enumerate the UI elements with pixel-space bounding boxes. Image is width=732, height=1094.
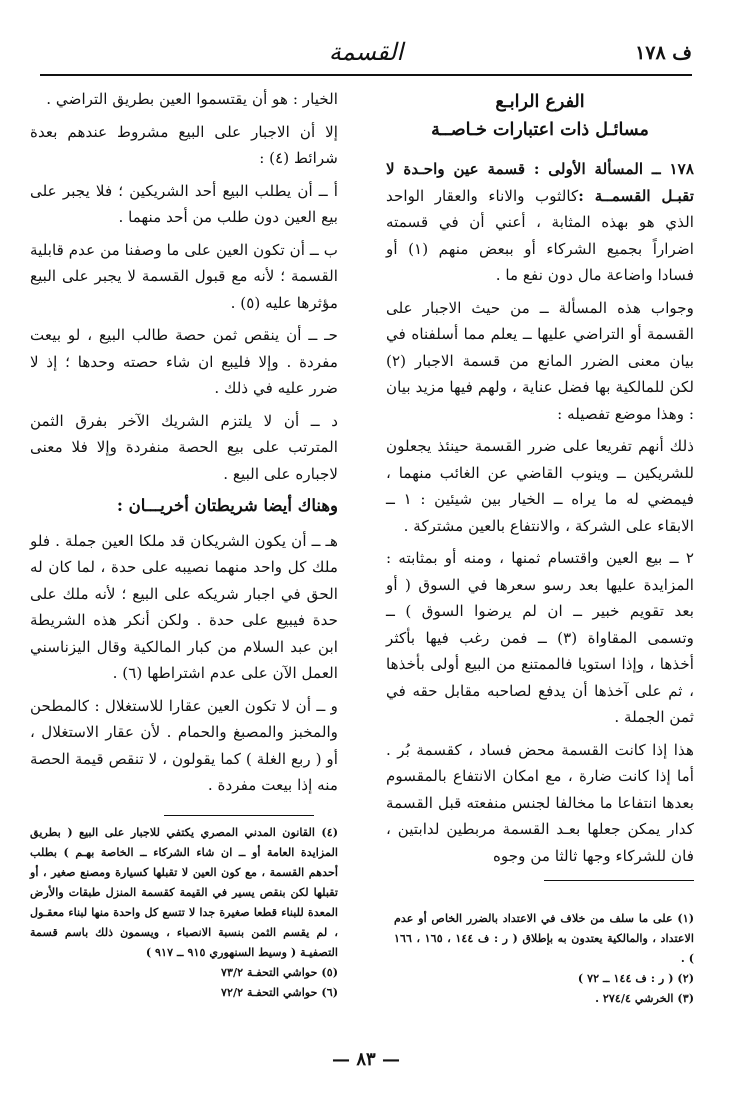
issue-heading: ۱۷۸ ــ المسألة الأولى : قسمة عين واحـدة لا تقبـل القسمــة : [386,160,694,205]
left-footnotes [30,822,338,1002]
footnote-divider [164,815,314,816]
paragraph: وجواب هذه المسألة ــ من حيث الاجبار على القسمة أو التراضي عليها ــ يعلم مما أسلفناه في بيان معنى الضرر المانع من قسمة الاجبار (۲) لكن للمالكية بها فضل عناية ، ولهم فيها مزيد بيان : وهذا موضع تفصيله : [386,298,694,423]
paragraph: هذا إذا كانت القسمة محض فساد ، كقسمة بُر . أما إذا كانت ضارة ، مع امكان الانتفاع بالمقسوم بعدها انتفاعا ما مخالفا لجنس منفعته قبل القسمة كدار يمكن جعلها بعـد القسمة مربطين لدابتين ، فان للشركاء وجها ثالثا من وجوه [386,740,694,865]
paragraph: ۲ ــ بيع العين واقتسام ثمنها ، ومنه أو بمثابته : المزايدة عليها بعد رسو سعرها في السوق ( أو بعد تقويم خبير ــ ان لم يرضوا السوق ) ــ وتسمى المقاواة (۳) ــ فمن رغب فيها بأكثر أخذها ، وإذا استويا فالممتنع من البيع أولى بأخذها ، ثم على آخذها أن يدفع لصاحبه مقابل حقه في ثمن الجملة . [386,549,694,726]
paragraph: و ــ أن لا تكون العين عقارا للاستغلال : كالمطحن والمخبز والمصبغ والحمام . لأن عقار الاستغلال ، أو ( ربع الغلة ) كما يقولون ، لا تنقص قيمة الحصة منه إذا بيعت مفردة . [30,696,338,794]
paragraph: هـ ــ أن يكون الشريكان قد ملكا العين جملة . فلو ملك كل واحد منهما نصيبه على حدة ، لما كان له الحق في اجبار شريكه على البيع ؛ لأنه ملك على حدة فيبيع على حدة . ولكن أنكر هذه الشريطة ابن عبد السلام من كبار المالكية وقال اليزناسني العمل الآن على عدم اشتراطها (٦) . [30,531,338,682]
branch-subtitle: مسائـل ذات اعتبارات خـاصــة [431,120,649,140]
footnote: (٥) حواشي التحفـة ۷۳/۲ [221,965,338,979]
right-column [386,86,694,875]
paragraph: د ــ أن لا يلتزم الشريك الآخر بفرق الثمن المترتب على بيع الحصة منفردة وإلا فلا معنى لاجباره على البيع . [30,411,338,483]
paragraph: ذلك أنهم تفريعا على ضرر القسمة حينئذ يجعلون للشريكين ــ وينوب القاضي عن الغائب منهما ، فيمضي له ما يراه ــ الخيار بين شيئين : ۱ ــ الابقاء على الشركة ، والانتفاع بالعين مشتركة . [386,437,694,535]
paragraph: أ ــ أن يطلب البيع أحد الشريكين ؛ فلا يجبر على بيع العين دون طلب من أحد منهما . [30,181,338,226]
paragraph: إلا أن الاجبار على البيع مشروط عندهم بعدة شرائط (٤) : [30,122,338,167]
section-reference: ف ۱۷۸ [635,42,692,64]
footnote: (٤) القانون المدني المصري يكتفي للاجبار على البيع ( بطريق المزايدة العامة أو ــ ان شاء الشركاء ــ الخاصة بهـم ) بطلب أحدهم القسمة ، مع كون العين لا تقبلها كسيارة ومصنع صغير ، أو تقبلها لكن بنقص يسير في القيمة كقسمة المنزل طبقات والأرض المعدة للبناء قطعا صغيرة جدا لا تتسع كل واحدة منها لبناء معقـول ، لم يقسم الثمن بنسبة الانصباء ، ويسمون ذلك باسم قسمة التصفيـة ( وسيط السنهوري ۹۱٥ ــ ۹۱۷ ) [30,825,338,959]
subheading: وهناك أيضا شريطتان أخريـــان : [116,496,338,515]
header-divider [40,74,692,76]
paragraph [386,156,694,289]
running-title: القسمة [328,38,404,66]
footnote: (٦) حواشي التحفـة ۷۲/۲ [221,985,338,999]
footnote: (۱) على ما سلف من خلاف في الاعتداد بالضرر الخاص أو عدم الاعتداد ، والمالكية يعتدون به بإطلاق ( ر : ف ۱٤٤ ، ۱٦٥ ، ۱٦٦ ) . [394,911,695,965]
paragraph-text: كالثوب والاناء والعقار الواحد الذي هو بهذه المثابة ، أعني أن في قسمته اضراراً بجميع الشركاء أو ببعض منهم (۱) أو فسادا واضاعة مال دون نفع ما . [386,186,694,284]
footnote: (۲) ( ر : ف ۱٤٤ ــ ۷۲ ) [577,971,694,985]
page-header [40,38,692,78]
footnote-divider [544,880,694,881]
paragraph: الخيار : هو أن يقتسموا العين بطريق التراضي . [46,90,338,108]
right-footnotes [394,908,694,1008]
footnote: (۳) الخرشي ۲۷٤/٤ . [595,991,694,1005]
left-column [30,86,338,805]
paragraph: حـ ــ أن ينقص ثمن حصة طالب البيع ، لو بيعت مفردة . وإلا فليبع ان شاء حصته وحدها ؛ إذ لا ضرر عليه في ذلك . [30,326,338,397]
paragraph: ب ــ أن تكون العين على ما وصفنا من عدم قابلية القسمة ؛ لأنه مع قبول القسمة لا يجبر على البيع مؤثرها عليه (٥) . [30,240,338,312]
branch-title: الفرع الرابـع [495,92,585,112]
page-number: — ۸۳ — [332,1049,400,1070]
